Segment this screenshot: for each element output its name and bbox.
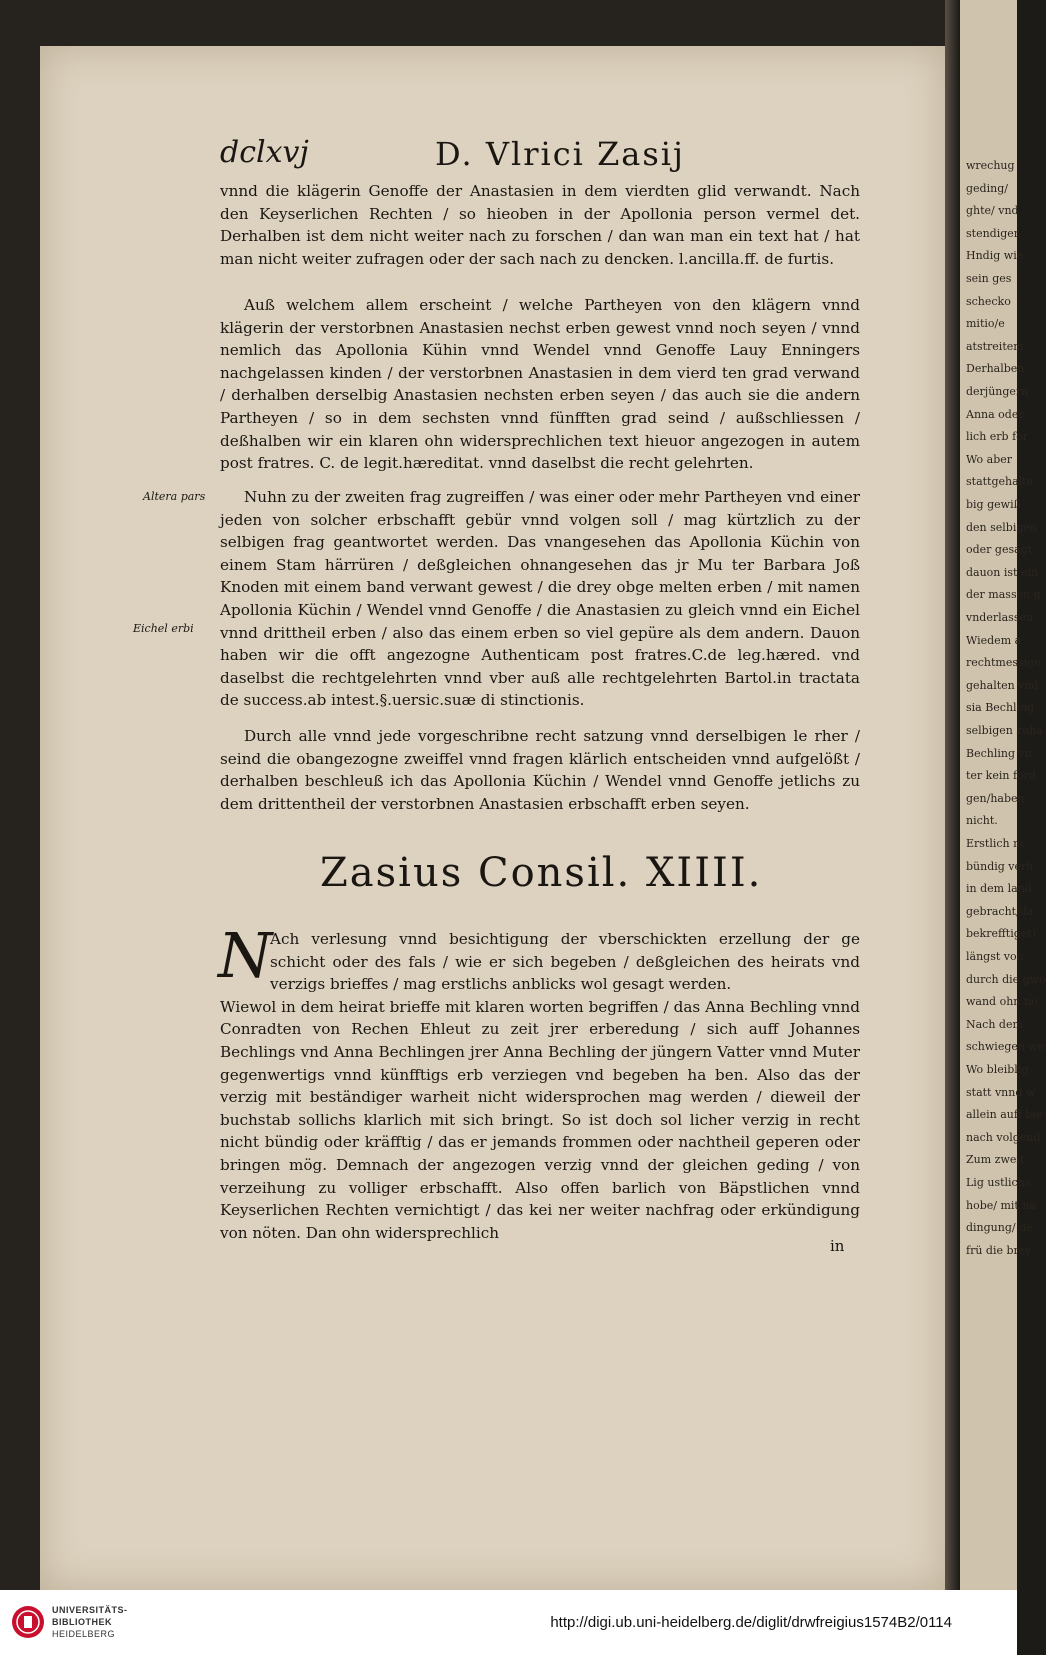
next-page-fragment: ghte/ vnd	[966, 204, 1019, 218]
next-page-fragment: Hndig wie	[966, 249, 1024, 263]
next-page-fragment: bekrefftiget)	[966, 927, 1037, 941]
next-page-fragment: gebracht/da	[966, 904, 1034, 918]
next-page-fragment: atstreitem	[966, 339, 1024, 353]
next-page-fragment: dauon ist ein	[966, 565, 1039, 579]
book-page	[40, 46, 945, 1590]
next-page-fragment: rechtmessige	[966, 656, 1041, 670]
next-page-fragment: big gewiß	[966, 498, 1021, 511]
next-page-fragment: oder gesagt	[966, 543, 1033, 557]
library-footer	[0, 1590, 1017, 1655]
next-page-fragment: selbigen zuha	[966, 724, 1043, 737]
drop-initial: N	[218, 919, 273, 992]
next-page-fragment: gen/haben	[966, 791, 1025, 805]
next-page-fragment: stattgehalte	[966, 475, 1034, 489]
next-page-fragment: nach volgend	[966, 1130, 1041, 1144]
next-page-fragment: lich erb for	[966, 430, 1029, 444]
folio-number: dclxvj	[220, 135, 309, 170]
margin-note-altera: Altera pars	[143, 490, 206, 503]
running-title: D. Vlrici Zasij	[435, 135, 685, 173]
next-page-fragment: Wo aber	[966, 452, 1013, 466]
next-page-fragment: frü die brey	[966, 1243, 1032, 1257]
source-url-link[interactable]: http://digi.ub.uni-heidelberg.de/diglit/drwfreigius1574B2/0114	[550, 1614, 952, 1631]
next-page-fragment: stendiger	[966, 226, 1020, 240]
next-page-fragment: ter kein ford	[966, 769, 1036, 783]
paragraph-5	[220, 928, 860, 1244]
next-page-fragment: bündig verh	[966, 859, 1034, 873]
next-page-fragment: sein ges	[966, 272, 1012, 285]
next-page-fragment: allein auff bie	[966, 1108, 1043, 1122]
page-header	[220, 135, 860, 175]
next-page-fragment: hobe/ mit na	[966, 1198, 1036, 1212]
next-page-fragment: Wo bleiblig	[966, 1063, 1029, 1076]
paragraph-5-opening: Ach verlesung vnnd besichtigung der vberschickten erzellung der ge schicht oder des fals / wie er sich begeben / deßgleichen des heirats vnd verzigs brieffes / mag erstlichs anblicks wol gesagt werden.	[270, 930, 860, 994]
next-page-fragment: Zum zweit	[966, 1153, 1025, 1167]
next-page-fragment: Erstlich m	[966, 837, 1024, 850]
logo-text-line1: UNIVERSITÄTS-	[52, 1605, 128, 1615]
next-page-fragment: statt vnnd w	[966, 1085, 1036, 1099]
next-page-fragment: durch die gwo	[966, 972, 1046, 986]
book-spine	[945, 0, 960, 1590]
next-page-fragment: dingung/ de	[966, 1221, 1033, 1235]
next-page-fragment: den selbigen	[966, 520, 1038, 534]
next-page-fragment: vnderlassen	[966, 611, 1034, 624]
paragraph-2: Auß welchem allem erscheint / welche Partheyen von den klägern vnnd klägerin der verstorbnen Anastasien nechst erben gewest vnnd noch seyen / vnnd nemlich das Apollonia Kühin vnnd Wendel vnnd Genoffe Lauy Enningers nachgelassen kinden / der verstorbnen Anastasien in dem vierd ten grad verwand / derhalben derselbig Anastasien nechsten erben seyen / das auch sie die andern Partheyen / so in dem sechsten vnnd fünfften grad seind / außschliessen / deßhalben wir ein klaren ohn widersprechlichen text hieuor angezogen in autem post fratres. C. de legit.hæreditat. vnnd daselbst die recht gelehrten.	[220, 296, 860, 473]
next-page-fragment: nicht.	[966, 814, 998, 828]
margin-note-eichel: Eichel erbi	[133, 622, 194, 635]
next-page-fragment: Anna oder	[966, 407, 1024, 421]
next-page-fragment: Lig ustlichs	[966, 1176, 1031, 1189]
next-page-fragment: längst von	[966, 950, 1024, 963]
next-page-fragment: schecko	[966, 294, 1011, 308]
next-page-fragment: mitio/e	[966, 317, 1005, 331]
next-page-fragment: der massen g	[966, 588, 1041, 602]
logo-text-line3: HEIDELBERG	[52, 1629, 116, 1639]
next-page-fragment: Nach dem	[966, 1017, 1023, 1031]
next-page-fragment: wand ohn no	[966, 995, 1038, 1009]
university-seal-icon	[10, 1604, 46, 1640]
section-heading: Zasius Consil. XIIII.	[320, 850, 763, 896]
next-page-fragment: schwiegen we	[966, 1040, 1045, 1054]
next-page-fragment: geding/	[966, 181, 1008, 195]
next-page-fragment: gehalten vnd	[966, 678, 1039, 692]
paragraph-4: Durch alle vnnd jede vorgeschribne recht satzung vnnd derselbigen le rher / seind die obangezogne zweiffel vnnd fragen klärlich entscheiden vnnd aufgelößt / derhalben beschleuß ich das Apollonia Küchin / Wendel vnnd Genoffe jetlichs zu dem drittentheil der verstorbnen Anastasien erbschafft erben seyen.	[220, 727, 860, 813]
next-page-fragment: in dem land	[966, 882, 1032, 896]
next-page-fragment: Bechling vn	[966, 746, 1032, 760]
paragraph-5-rest: Wiewol in dem heirat brieffe mit klaren worten begriffen / das Anna Bechling vnnd Conradten von Rechen Ehleut zu zeit jrer erberedung / sich auff Johannes Bechlings vnd Anna Bechlingen jrer Anna Bechling der jüngern Vatter vnnd Muter gegenwertigs vnnd künfftigs erb verziegen vnd begeben ha ben. Also das der verzig mit beständiger warheit nicht widersprochen mag werden / dieweil der buchstab sollichs klarlich mit sich bringt. So ist doch sol licher verzig in recht nicht bündig oder kräfftig / das er jemands frommen oder nachtheil geperen oder bringen mög. Demnach der angezogen verzig vnnd der gleichen geding / von verzeihung zu volliger erbschafft. Also offen barlich von Bäpstlichen vnnd Keyserlichen Rechten vernichtigt / das kei ner weiter nachfrag oder erkündigung von nöten. Dan ohn widersprechlich	[220, 997, 860, 1242]
next-page-fragment: derjüngern	[966, 385, 1029, 398]
paragraph-1: vnnd die klägerin Genoffe der Anastasien in dem vierdten glid verwandt. Nach den Keyserlichen Rechten / so hieoben in der Apollonia person vermel det. Derhalben ist dem nicht weiter nach zu forschen / dan wan man ein text hat / hat man nicht weiter zufragen oder der sach nach zu dencken. l.ancilla.ff. de furtis.	[220, 182, 860, 268]
next-page-fragment: wrechug	[966, 159, 1015, 172]
next-page-edge	[960, 0, 1046, 1590]
next-page-fragment: Derhalben	[966, 362, 1025, 376]
logo-text-line2: BIBLIOTHEK	[52, 1617, 112, 1627]
next-page-fragment: sia Bechling	[966, 701, 1035, 715]
next-page-fragment: Wiedem a	[966, 633, 1022, 647]
paragraph-3: Nuhn zu der zweiten frag zugreiffen / was einer oder mehr Partheyen vnd einer jeden von solcher erbschafft gebür vnnd volgen soll / mag kürtzlich zu der selbigen frag geantwortet werden. Das vnangesehen das Apollonia Küchin von einem Stam härrüren / deßgleichen ohnangesehen das jr Mu ter Barbara Joß Knoden mit einem band verwant gewest / die drey obge melten erben / mit namen Apollonia Küchin / Wendel vnnd Genoffe / die Anastasien zu gleich vnnd ein Eichel vnnd drittheil erben / also das einem erben so viel gepüre als dem andern. Dauon haben wir die offt angezogne Authenticam post fratres.C.de leg.hæred. vnd daselbst die rechtgelehrten vnnd vber auß alle rechtgelehrten Bartol.in tractata de success.ab intest.§.uersic.suæ di stinctionis.	[220, 488, 860, 710]
catchword: in	[830, 1237, 845, 1255]
